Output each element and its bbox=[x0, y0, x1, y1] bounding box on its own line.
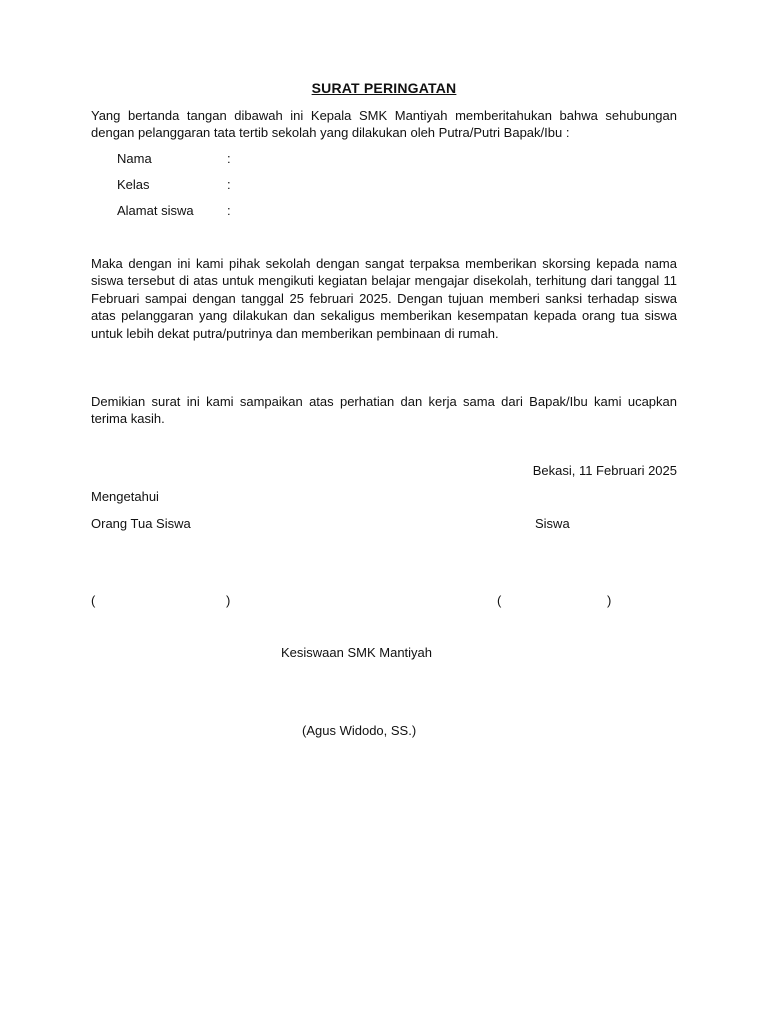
field-label-alamat: Alamat siswa bbox=[117, 203, 194, 218]
letter-title: SURAT PERINGATAN bbox=[311, 80, 457, 96]
body-paragraph: Maka dengan ini kami pihak sekolah dengan sangat terpaksa memberikan skorsing kepada nama siswa tersebut di atas untuk mengikuti kegiatan belajar mengajar disekolah, terhitung dari tanggal 11 Februari sampai dengan tanggal 25 februari 2025. Dengan tujuan memberi sanksi terhadap siswa atas pelanggaran yang dilakukan dan sekaligus memberikan kesempatan kepada orang tua siswa untuk lebih dekat putra/putrinya dan memberikan pembinaan di rumah. bbox=[91, 256, 677, 341]
signer-name: (Agus Widodo, SS.) bbox=[302, 723, 417, 738]
student-signature-close-paren: ) bbox=[607, 593, 612, 608]
field-colon-alamat: : bbox=[227, 203, 231, 218]
field-colon-nama: : bbox=[227, 151, 231, 166]
place-date: Bekasi, 11 Februari 2025 bbox=[532, 463, 677, 478]
intro-paragraph: Yang bertanda tangan dibawah ini Kepala SMK Mantiyah memberitahukan bahwa sehubungan dengan pelanggaran tata tertib sekolah yang dilakukan oleh Putra/Putri Bapak/Ibu : bbox=[91, 108, 677, 141]
acknowledged-label: Mengetahui bbox=[91, 489, 159, 504]
closing-paragraph: Demikian surat ini kami sampaikan atas perhatian dan kerja sama dari Bapak/Ibu kami ucapkan terima kasih. bbox=[91, 394, 677, 427]
parent-signature-open-paren: ( bbox=[91, 593, 96, 608]
school-office-label: Kesiswaan SMK Mantiyah bbox=[281, 645, 433, 660]
field-label-nama: Nama bbox=[117, 151, 152, 166]
student-signature-open-paren: ( bbox=[497, 593, 502, 608]
student-signature-label: Siswa bbox=[535, 516, 570, 531]
parent-signature-label: Orang Tua Siswa bbox=[91, 516, 191, 531]
field-label-kelas: Kelas bbox=[117, 177, 150, 192]
parent-signature-close-paren: ) bbox=[226, 593, 231, 608]
field-colon-kelas: : bbox=[227, 177, 231, 192]
